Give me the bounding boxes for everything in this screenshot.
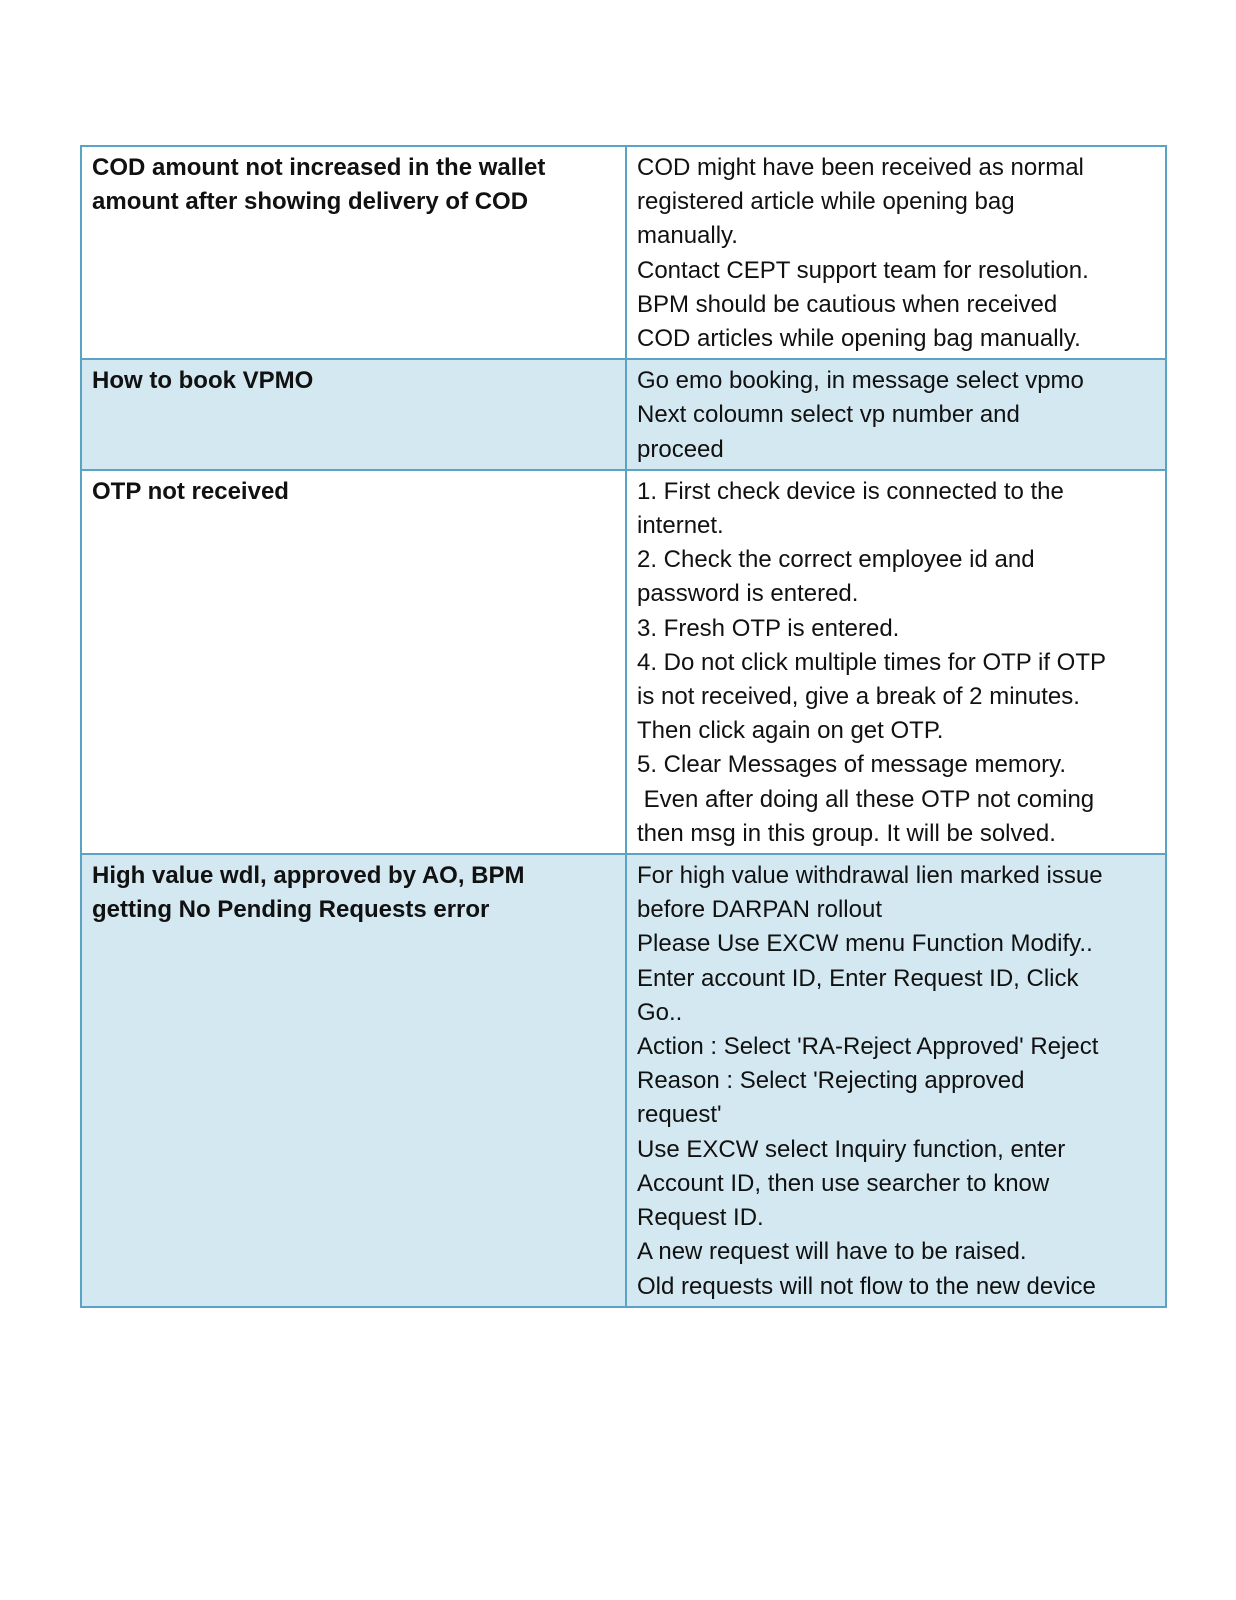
- question-line: High value wdl, approved by AO, BPM: [92, 862, 525, 890]
- answer-line: COD might have been received as normal: [637, 154, 1084, 181]
- answer-line: Next coloumn select vp number and: [637, 401, 1020, 429]
- answer-line: Account ID, then use searcher to know: [637, 1169, 1050, 1197]
- question-cell: [81, 470, 626, 854]
- question-line: How to book VPMO: [92, 367, 314, 395]
- table-row: [81, 146, 1166, 359]
- answer-line: registered article while opening bag: [637, 188, 1015, 216]
- table-row: [81, 359, 1166, 470]
- answer-line: then msg in this group. It will be solved.: [637, 819, 1056, 847]
- answer-cell: [626, 146, 1166, 359]
- answer-line: 1. First check device is connected to the: [637, 477, 1064, 505]
- answer-line: Action : Select 'RA-Reject Approved' Reject: [637, 1033, 1099, 1061]
- question-cell: [81, 854, 626, 1307]
- answer-line: 2. Check the correct employee id and: [637, 546, 1035, 574]
- answer-cell: [626, 359, 1166, 470]
- answer-line: request': [637, 1101, 722, 1129]
- answer-line: 4. Do not click multiple times for OTP if OTP: [637, 648, 1107, 676]
- answer-line: Use EXCW select Inquiry function, enter: [637, 1135, 1066, 1163]
- answer-line: Then click again on get OTP.: [637, 717, 944, 745]
- answer-cell: [626, 470, 1166, 854]
- answer-line: Contact CEPT support team for resolution.: [637, 256, 1089, 284]
- question-line: OTP not received: [92, 477, 289, 505]
- answer-line: Even after doing all these OTP not coming: [637, 785, 1095, 813]
- question-cell: [81, 359, 626, 470]
- question-line: amount after showing delivery of COD: [92, 188, 529, 216]
- answer-line: Enter account ID, Enter Request ID, Click: [637, 964, 1079, 992]
- answer-line: Old requests will not flow to the new device: [637, 1272, 1096, 1300]
- answer-line: 5. Clear Messages of message memory.: [637, 751, 1067, 779]
- answer-line: COD articles while opening bag manually.: [637, 325, 1081, 353]
- answer-line: 3. Fresh OTP is entered.: [637, 614, 900, 642]
- answer-line: is not received, give a break of 2 minutes.: [637, 683, 1080, 711]
- answer-line: before DARPAN rollout: [637, 896, 882, 924]
- answer-line: manually.: [637, 222, 738, 250]
- answer-line: Go..: [637, 998, 683, 1026]
- answer-line: internet.: [637, 512, 724, 540]
- answer-line: Request ID.: [637, 1204, 764, 1232]
- answer-line: proceed: [637, 435, 724, 463]
- question-line: getting No Pending Requests error: [92, 896, 490, 924]
- answer-line: For high value withdrawal lien marked issue: [637, 862, 1103, 890]
- answer-line: Please Use EXCW menu Function Modify..: [637, 930, 1093, 958]
- answer-line: A new request will have to be raised.: [637, 1238, 1027, 1266]
- question-line: COD amount not increased in the wallet: [92, 154, 546, 181]
- table-row: [81, 854, 1166, 1307]
- table-row: [81, 470, 1166, 854]
- answer-line: BPM should be cautious when received: [637, 290, 1058, 318]
- answer-line: Reason : Select 'Rejecting approved: [637, 1067, 1025, 1095]
- faq-table: [80, 145, 1167, 1308]
- question-cell: [81, 146, 626, 359]
- answer-line: Go emo booking, in message select vpmo: [637, 367, 1084, 395]
- answer-line: password is entered.: [637, 580, 859, 608]
- answer-cell: [626, 854, 1166, 1307]
